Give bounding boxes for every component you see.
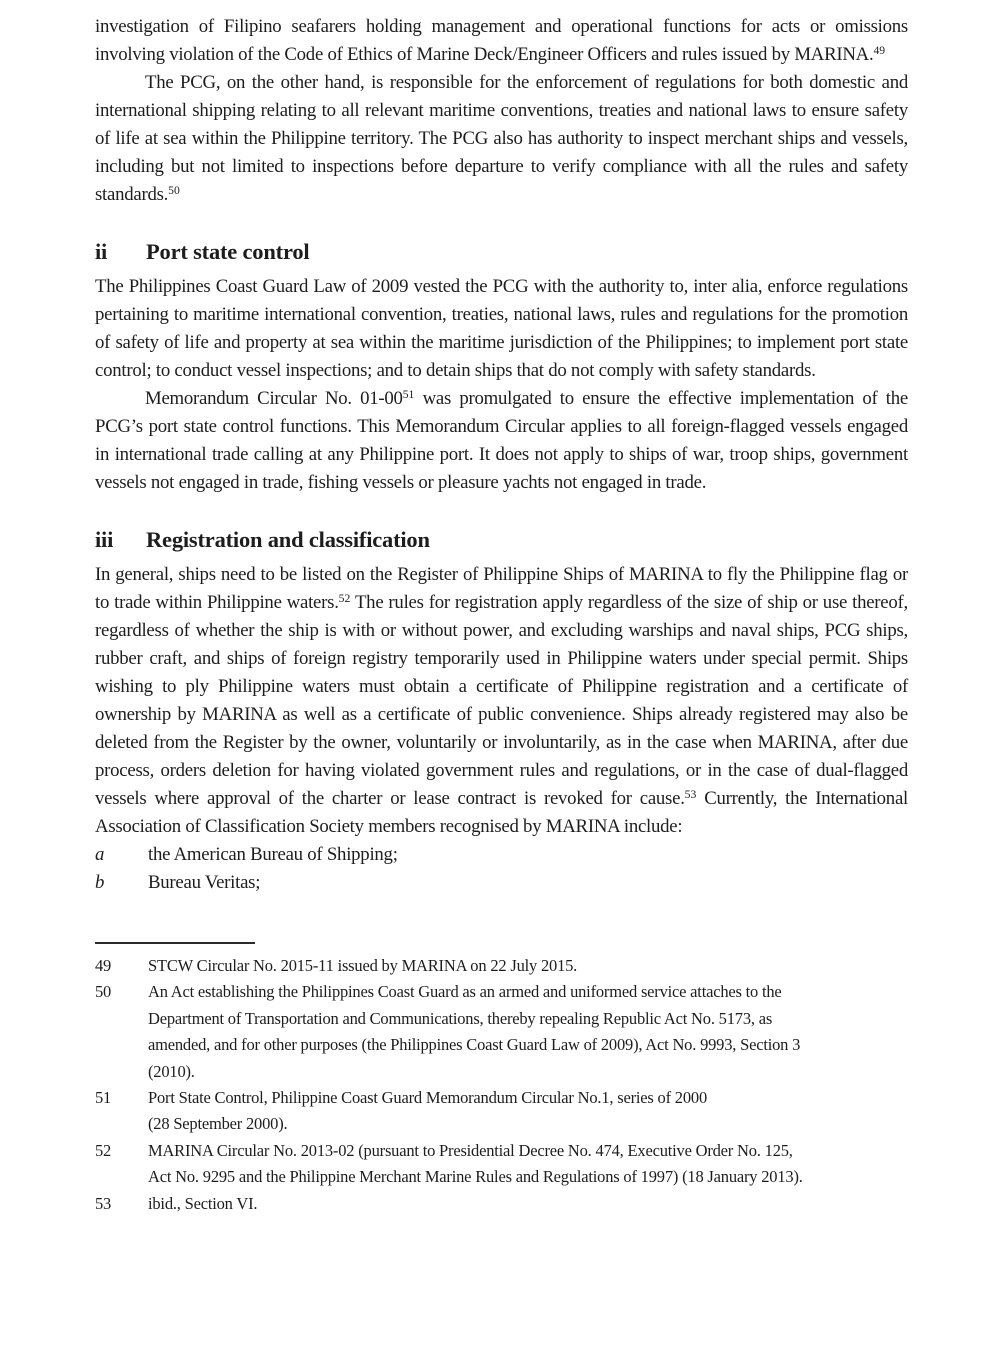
paragraph-memorandum-circular bbox=[95, 385, 908, 497]
footnote-ref: 49 bbox=[873, 44, 886, 58]
footnote-ref: 51 bbox=[402, 388, 415, 402]
footnote-line: (2010). bbox=[148, 1061, 195, 1081]
footnote-line: Port State Control, Philippine Coast Guard Memorandum Circular No.1, series of 2000 bbox=[148, 1088, 707, 1108]
footnote-line: STCW Circular No. 2015-11 issued by MARINA on 22 July 2015. bbox=[148, 956, 578, 975]
footnotes bbox=[95, 953, 908, 1217]
paragraph-registration-rules bbox=[95, 561, 908, 841]
text-run: The rules for registration apply regardless of the size of ship or use thereof, regardless of whether the ship is with or without power, and excluding warships and naval ships, PCG ships, rubber craft, and ships of foreign registry temporarily used in Philippine waters under special permit. Ships wishing to ply Philippine waters must obtain a certificate of Philippine registration and a certificate of ownership by MARINA as well as a certificate of public convenience. Ships already registered may also be deleted from the Register by the owner, voluntarily or involuntarily, as in the case when MARINA, after due process, orders deletion for having violated government rules and regulations, or in the case of dual-flagged vessels where approval of the charter or lease contract is revoked for cause. bbox=[95, 592, 908, 809]
footnote-separator bbox=[95, 942, 255, 944]
list-item bbox=[95, 869, 908, 897]
list-item-text: the American Bureau of Shipping; bbox=[148, 844, 398, 865]
footnote-line: amended, and for other purposes (the Philippines Coast Guard Law of 2009), Act No. 9993, Section 3 bbox=[148, 1035, 801, 1055]
footnote-text bbox=[148, 1085, 908, 1138]
footnote-text bbox=[148, 953, 908, 979]
list-item-marker: b bbox=[95, 872, 105, 893]
footnote-ref: 53 bbox=[684, 788, 697, 802]
footnote-line: Act No. 9295 and the Philippine Merchant Marine Rules and Regulations of 1997) (18 January 2013). bbox=[148, 1167, 803, 1187]
footnote-line: ibid., Section VI. bbox=[148, 1193, 258, 1213]
footnote bbox=[95, 1191, 908, 1217]
heading-number: ii bbox=[95, 239, 108, 264]
heading-title: Registration and classification bbox=[146, 527, 430, 552]
footnote-ref: 50 bbox=[168, 184, 180, 198]
text-run: investigation of Filipino seafarers holding management and operational functions for acts or omissions involving violation of the Code of Ethics of Marine Deck/Engineer Officers and rules issued by MARINA. bbox=[95, 16, 908, 65]
footnote-line: MARINA Circular No. 2013-02 (pursuant to Presidential Decree No. 474, Executive Order No. 125, bbox=[148, 1140, 793, 1160]
list-item-marker: a bbox=[95, 844, 105, 865]
footnote-number: 52 bbox=[95, 1140, 112, 1160]
list-item-text: Bureau Veritas; bbox=[148, 872, 261, 893]
footnote-number: 51 bbox=[95, 1088, 112, 1108]
text-run: Memorandum Circular No. 01-00 bbox=[145, 388, 403, 409]
paragraph-pcg-authority bbox=[95, 273, 908, 385]
footnote-line: An Act establishing the Philippines Coast Guard as an armed and uniformed service attaches to the bbox=[148, 982, 782, 1002]
heading-number: iii bbox=[95, 527, 114, 552]
paragraph-pcg-enforcement bbox=[95, 69, 908, 209]
footnote-ref: 52 bbox=[338, 592, 351, 606]
footnote-number: 53 bbox=[95, 1193, 112, 1213]
section-heading-port-state-control bbox=[95, 237, 908, 267]
section-heading-registration-classification bbox=[95, 525, 908, 555]
footnote bbox=[95, 1085, 908, 1138]
text-run: Currently, the International Association of Classification Society members recognised by MARINA include: bbox=[95, 788, 908, 837]
footnote-number: 49 bbox=[95, 956, 112, 975]
text-run: In general, ships need to be listed on the Register of Philippine Ships of MARINA to fly the Philippine flag or to trade within Philippine waters. bbox=[95, 564, 908, 613]
text-run: was promulgated to ensure the effective implementation of the PCG’s port state control functions. This Memorandum Circular applies to all foreign-flagged vessels engaged in international trade calling at any Philippine port. It does not apply to ships of war, troop ships, government vessels not engaged in trade, fishing vessels or pleasure yachts not engaged in trade. bbox=[95, 388, 908, 493]
heading-title: Port state control bbox=[146, 239, 310, 264]
classification-society-list bbox=[95, 841, 908, 897]
footnote-text bbox=[148, 1191, 908, 1217]
paragraph-seafarer-investigation bbox=[95, 13, 908, 69]
footnote-text bbox=[148, 979, 908, 1085]
footnote bbox=[95, 953, 908, 979]
footnote-line: (28 September 2000). bbox=[148, 1114, 288, 1134]
text-run: The Philippines Coast Guard Law of 2009 vested the PCG with the authority to, inter alia, enforce regulations pertaining to maritime international convention, treaties, national laws, rules and regulations for the promotion of safety of life and property at sea within the maritime jurisdiction of the Philippines; to implement port state control; to conduct vessel inspections; and to detain ships that do not comply with safety standards. bbox=[95, 276, 908, 381]
footnote-line: Department of Transportation and Communications, thereby repealing Republic Act No. 5173, as bbox=[148, 1008, 773, 1028]
footnote bbox=[95, 979, 908, 1085]
list-item bbox=[95, 841, 908, 869]
footnote-number: 50 bbox=[95, 982, 112, 1002]
text-run: The PCG, on the other hand, is responsible for the enforcement of regulations for both domestic and international shipping relating to all relevant maritime conventions, treaties and national laws to ensure safety of life at sea within the Philippine territory. The PCG also has authority to inspect merchant ships and vessels, including but not limited to inspections before departure to verify compliance with all the rules and safety standards. bbox=[95, 72, 908, 205]
footnote bbox=[95, 1138, 908, 1191]
footnote-text bbox=[148, 1138, 908, 1191]
